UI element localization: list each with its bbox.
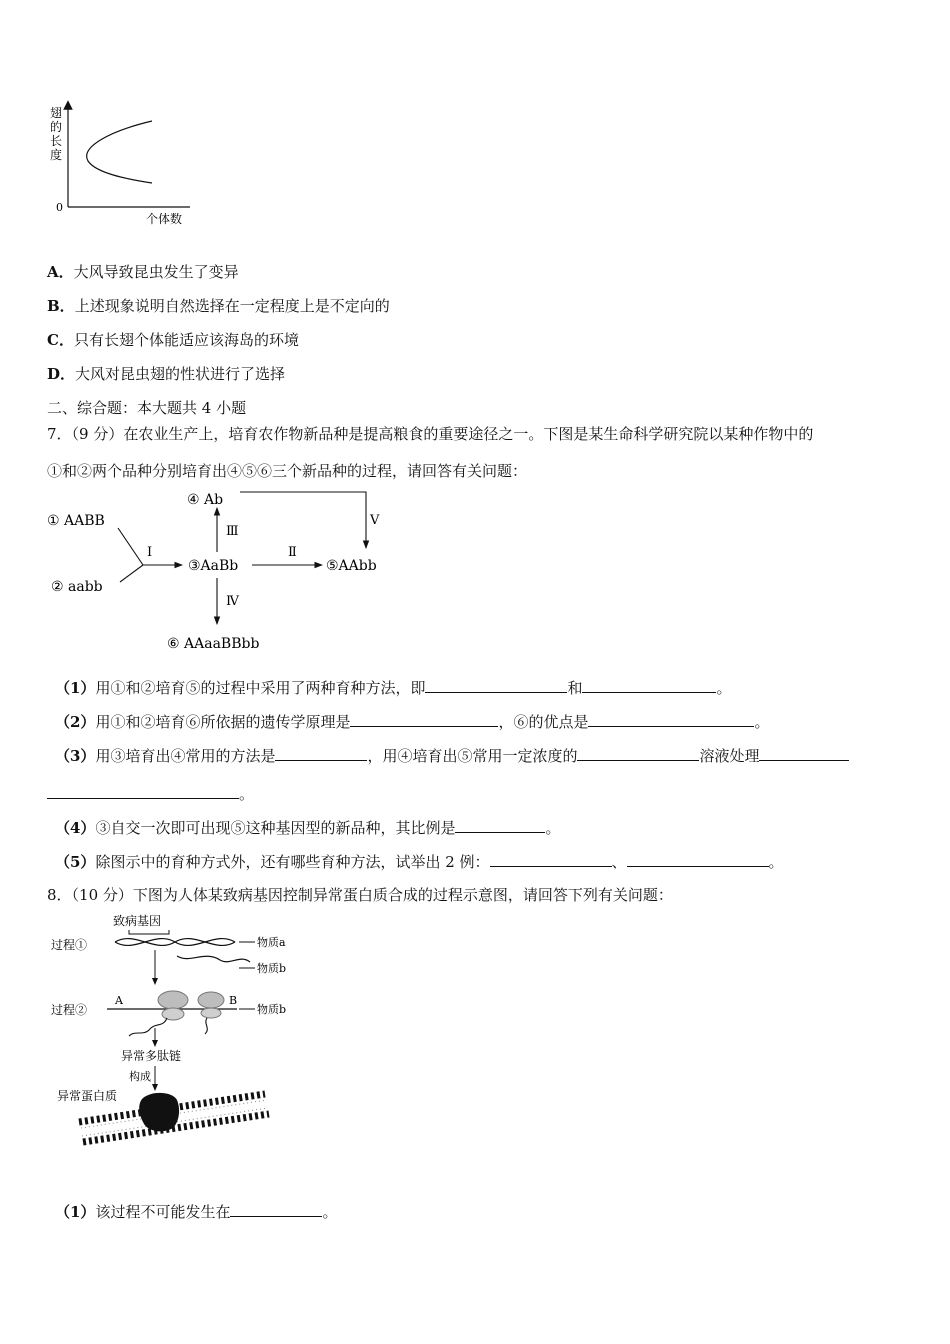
step-label-3: Ⅲ — [226, 524, 239, 539]
answer-blank[interactable] — [582, 677, 716, 693]
option-letter: D． — [47, 365, 76, 383]
variety-2: ② aabb — [51, 579, 103, 595]
sub-text: 用①和②培育⑥所依据的遗传学原理是 — [95, 713, 351, 731]
answer-blank[interactable] — [230, 1201, 322, 1217]
q7-stem-line2: ①和②两个品种分别培育出④⑤⑥三个新品种的过程，请回答有关问题： — [47, 462, 528, 480]
answer-blank[interactable] — [588, 711, 754, 727]
question-stem: 在农业生产上，培育农作物新品种是提高粮食的重要途径之一。下图是某生命科学研究院以某种作物中的 — [123, 425, 814, 443]
q7-sub4 — [55, 817, 560, 838]
wing-length-curve — [87, 121, 152, 183]
step-label-1: Ⅰ — [147, 545, 153, 560]
sub-text: 。 — [754, 713, 770, 731]
sub-text: 用①和②培育⑤的过程中采用了两种育种方法，即 — [95, 679, 426, 697]
origin-label: 0 — [56, 201, 63, 214]
variety-5: ⑤AAbb — [326, 558, 377, 574]
gene-label: 致病基因 — [113, 914, 162, 928]
sub-text: 用③培育出④常用的方法是 — [95, 747, 276, 765]
q7-sub3 — [55, 745, 849, 766]
question-stem: 下图为人体某致病基因控制异常蛋白质合成的过程示意图，请回答下列有关问题： — [132, 886, 673, 904]
answer-blank[interactable] — [759, 745, 849, 761]
peptide-label: 异常多肽链 — [121, 1049, 182, 1063]
answer-blank[interactable] — [350, 711, 498, 727]
sub-text: 。 — [545, 819, 561, 837]
sub-number: （4） — [55, 819, 96, 837]
sub-text: ，⑥的优点是 — [498, 713, 589, 731]
sub-number: （1） — [55, 1203, 96, 1221]
breeding-diagram — [40, 486, 420, 656]
q7-sub5 — [55, 851, 784, 872]
option-text: 大风导致昆虫发生了变异 — [73, 263, 239, 281]
step-label-5: Ⅴ — [370, 513, 380, 528]
answer-blank[interactable] — [627, 851, 769, 867]
q7-sub3-cont — [47, 783, 254, 804]
sub-text: 溶液处理 — [699, 747, 760, 765]
question-score: （10 分） — [71, 886, 133, 904]
option-text: 上述现象说明自然选择在一定程度上是不定向的 — [74, 297, 390, 315]
substance-b-label: 物质b — [257, 962, 287, 975]
ribosome-large — [198, 992, 224, 1008]
q7-stem-line1 — [47, 424, 813, 444]
y-label-char: 翅 — [50, 106, 63, 120]
peptide-chain — [129, 1018, 167, 1036]
answer-blank[interactable] — [455, 817, 545, 833]
sub-text: ③自交一次即可出现⑤这种基因型的新品种，其比例是 — [95, 819, 456, 837]
sub-number: （1） — [55, 679, 96, 697]
x-axis-label: 个体数 — [146, 212, 183, 226]
variety-1: ① AABB — [47, 513, 105, 529]
protein-label: 异常蛋白质 — [57, 1089, 118, 1103]
variety-3: ③AaBb — [188, 558, 239, 574]
step-label-2: Ⅱ — [288, 545, 297, 560]
compose-label: 构成 — [129, 1070, 151, 1083]
answer-blank[interactable] — [425, 677, 567, 693]
process-1-label: 过程① — [51, 938, 88, 952]
process-2-label: 过程② — [51, 1003, 88, 1017]
answer-blank[interactable] — [47, 783, 239, 799]
sub-number: （5） — [55, 853, 96, 871]
sub-text: 、 — [611, 853, 627, 871]
sub-number: （2） — [55, 713, 96, 731]
question-number: 7． — [47, 425, 72, 443]
option-a — [47, 262, 239, 282]
sub-text: 除图示中的育种方式外，还有哪些育种方法，试举出 2 例： — [95, 853, 490, 871]
ribosome-small — [162, 1008, 184, 1020]
sub-text: 。 — [322, 1203, 338, 1221]
cross-line-2 — [120, 565, 143, 582]
ribosome-large — [158, 991, 188, 1009]
option-letter: C． — [47, 331, 74, 349]
sub-text: 。 — [716, 679, 732, 697]
cross-line-1 — [118, 528, 143, 565]
ribosome-small — [201, 1008, 221, 1018]
section-title: 二、综合题：本大题共 4 小题 — [47, 399, 247, 417]
sub-text: 。 — [239, 785, 255, 803]
option-letter: A． — [47, 263, 74, 281]
question-number: 8． — [47, 886, 72, 904]
question-score: （9 分） — [71, 425, 124, 443]
q7-sub1 — [55, 677, 731, 698]
sub-text: 。 — [768, 853, 784, 871]
option-b — [47, 296, 390, 316]
option-d — [47, 364, 285, 384]
answer-blank[interactable] — [275, 745, 367, 761]
y-label-char: 长 — [50, 134, 63, 148]
step-label-4: Ⅳ — [226, 594, 239, 609]
y-label-char: 度 — [50, 148, 63, 162]
sub-text: 和 — [567, 679, 583, 697]
option-text: 只有长翅个体能适应该海岛的环境 — [73, 331, 299, 349]
variety-4: ④ Ab — [187, 492, 224, 508]
abnormal-protein — [139, 1093, 179, 1131]
wing-length-graph — [40, 95, 210, 235]
option-c — [47, 330, 299, 350]
option-letter: B． — [47, 297, 75, 315]
substance-a-label: 物质a — [257, 936, 286, 949]
answer-blank[interactable] — [490, 851, 612, 867]
sub-text: ，用④培育出⑤常用一定浓度的 — [367, 747, 578, 765]
option-text: 大风对昆虫翅的性状进行了选择 — [75, 365, 286, 383]
end-b-label: B — [229, 994, 238, 1007]
peptide-chain — [205, 1018, 207, 1034]
gene-bracket — [129, 930, 169, 934]
substance-b-label: 物质b — [257, 1003, 287, 1016]
q7-sub2 — [55, 711, 769, 732]
arrow-step-5 — [240, 492, 366, 548]
y-label-char: 的 — [50, 120, 63, 134]
end-a-label: A — [115, 994, 123, 1007]
q8-sub1 — [55, 1201, 337, 1222]
answer-blank[interactable] — [577, 745, 699, 761]
q8-stem — [47, 885, 673, 905]
mrna-strand — [177, 956, 250, 962]
sub-number: （3） — [55, 747, 96, 765]
variety-6: ⑥ AAaaBBbb — [167, 636, 260, 652]
gene-expression-diagram — [45, 910, 325, 1150]
sub-text: 该过程不可能发生在 — [95, 1203, 231, 1221]
